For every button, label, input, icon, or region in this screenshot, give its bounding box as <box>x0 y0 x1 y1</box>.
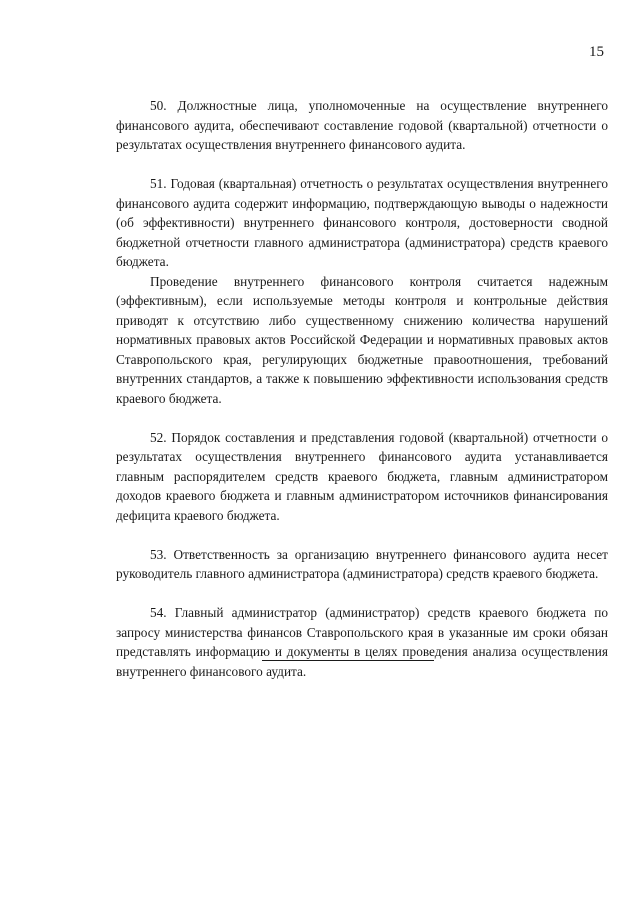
page-number: 15 <box>589 44 604 60</box>
paragraph-54: 54. Главный администратор (администратор) средств краевого бюджета по запросу министерства финансов Ставропольского края в указанные им сроки обязан представлять информацию и документы в целях проведения анализа осуществления внутреннего финансового аудита. <box>116 605 608 679</box>
paragraph-51-continued: Проведение внутреннего финансового контроля считается надежным (эффективным), если используемые методы контроля и контрольные действия приводят к отсутствию либо существенному снижению количества нарушений нормативных правовых актов Российской Федерации и нормативных правовых актов Ставропольского края, регулирующих бюджетные правоотношения, требований внутренних стандартов, а также к повышению эффективности использования средств краевого бюджета. <box>116 273 608 406</box>
paragraph-52: 52. Порядок составления и представления годовой (квартальной) отчетности о результатах осуществления внутреннего финансового аудита устанавливается главным распорядителем средств краевого бюджета, главным администратором доходов краевого бюджета и главным администратором источников финансирования дефицита краевого бюджета. <box>116 429 608 523</box>
paragraph-53: 53. Ответственность за организацию внутреннего финансового аудита несет руководитель главного администратора (администратора) средств краевого бюджета. <box>116 546 608 581</box>
end-divider-line <box>262 660 434 661</box>
paragraph-51: 51. Годовая (квартальная) отчетность о результатах осуществления внутреннего финансового аудита содержит информацию, подтверждающую выводы о надежности (об эффективности) внутреннего финансового контроля, достоверности сводной бюджетной отчетности главного администратора (администратора) средств краевого бюджета. <box>116 176 608 269</box>
document-body <box>116 96 608 681</box>
paragraph-50: 50. Должностные лица, уполномоченные на осуществление внутреннего финансового аудита, обеспечивают составление годовой (квартальной) отчетности о результатах осуществления внутреннего финансового аудита. <box>116 98 608 152</box>
